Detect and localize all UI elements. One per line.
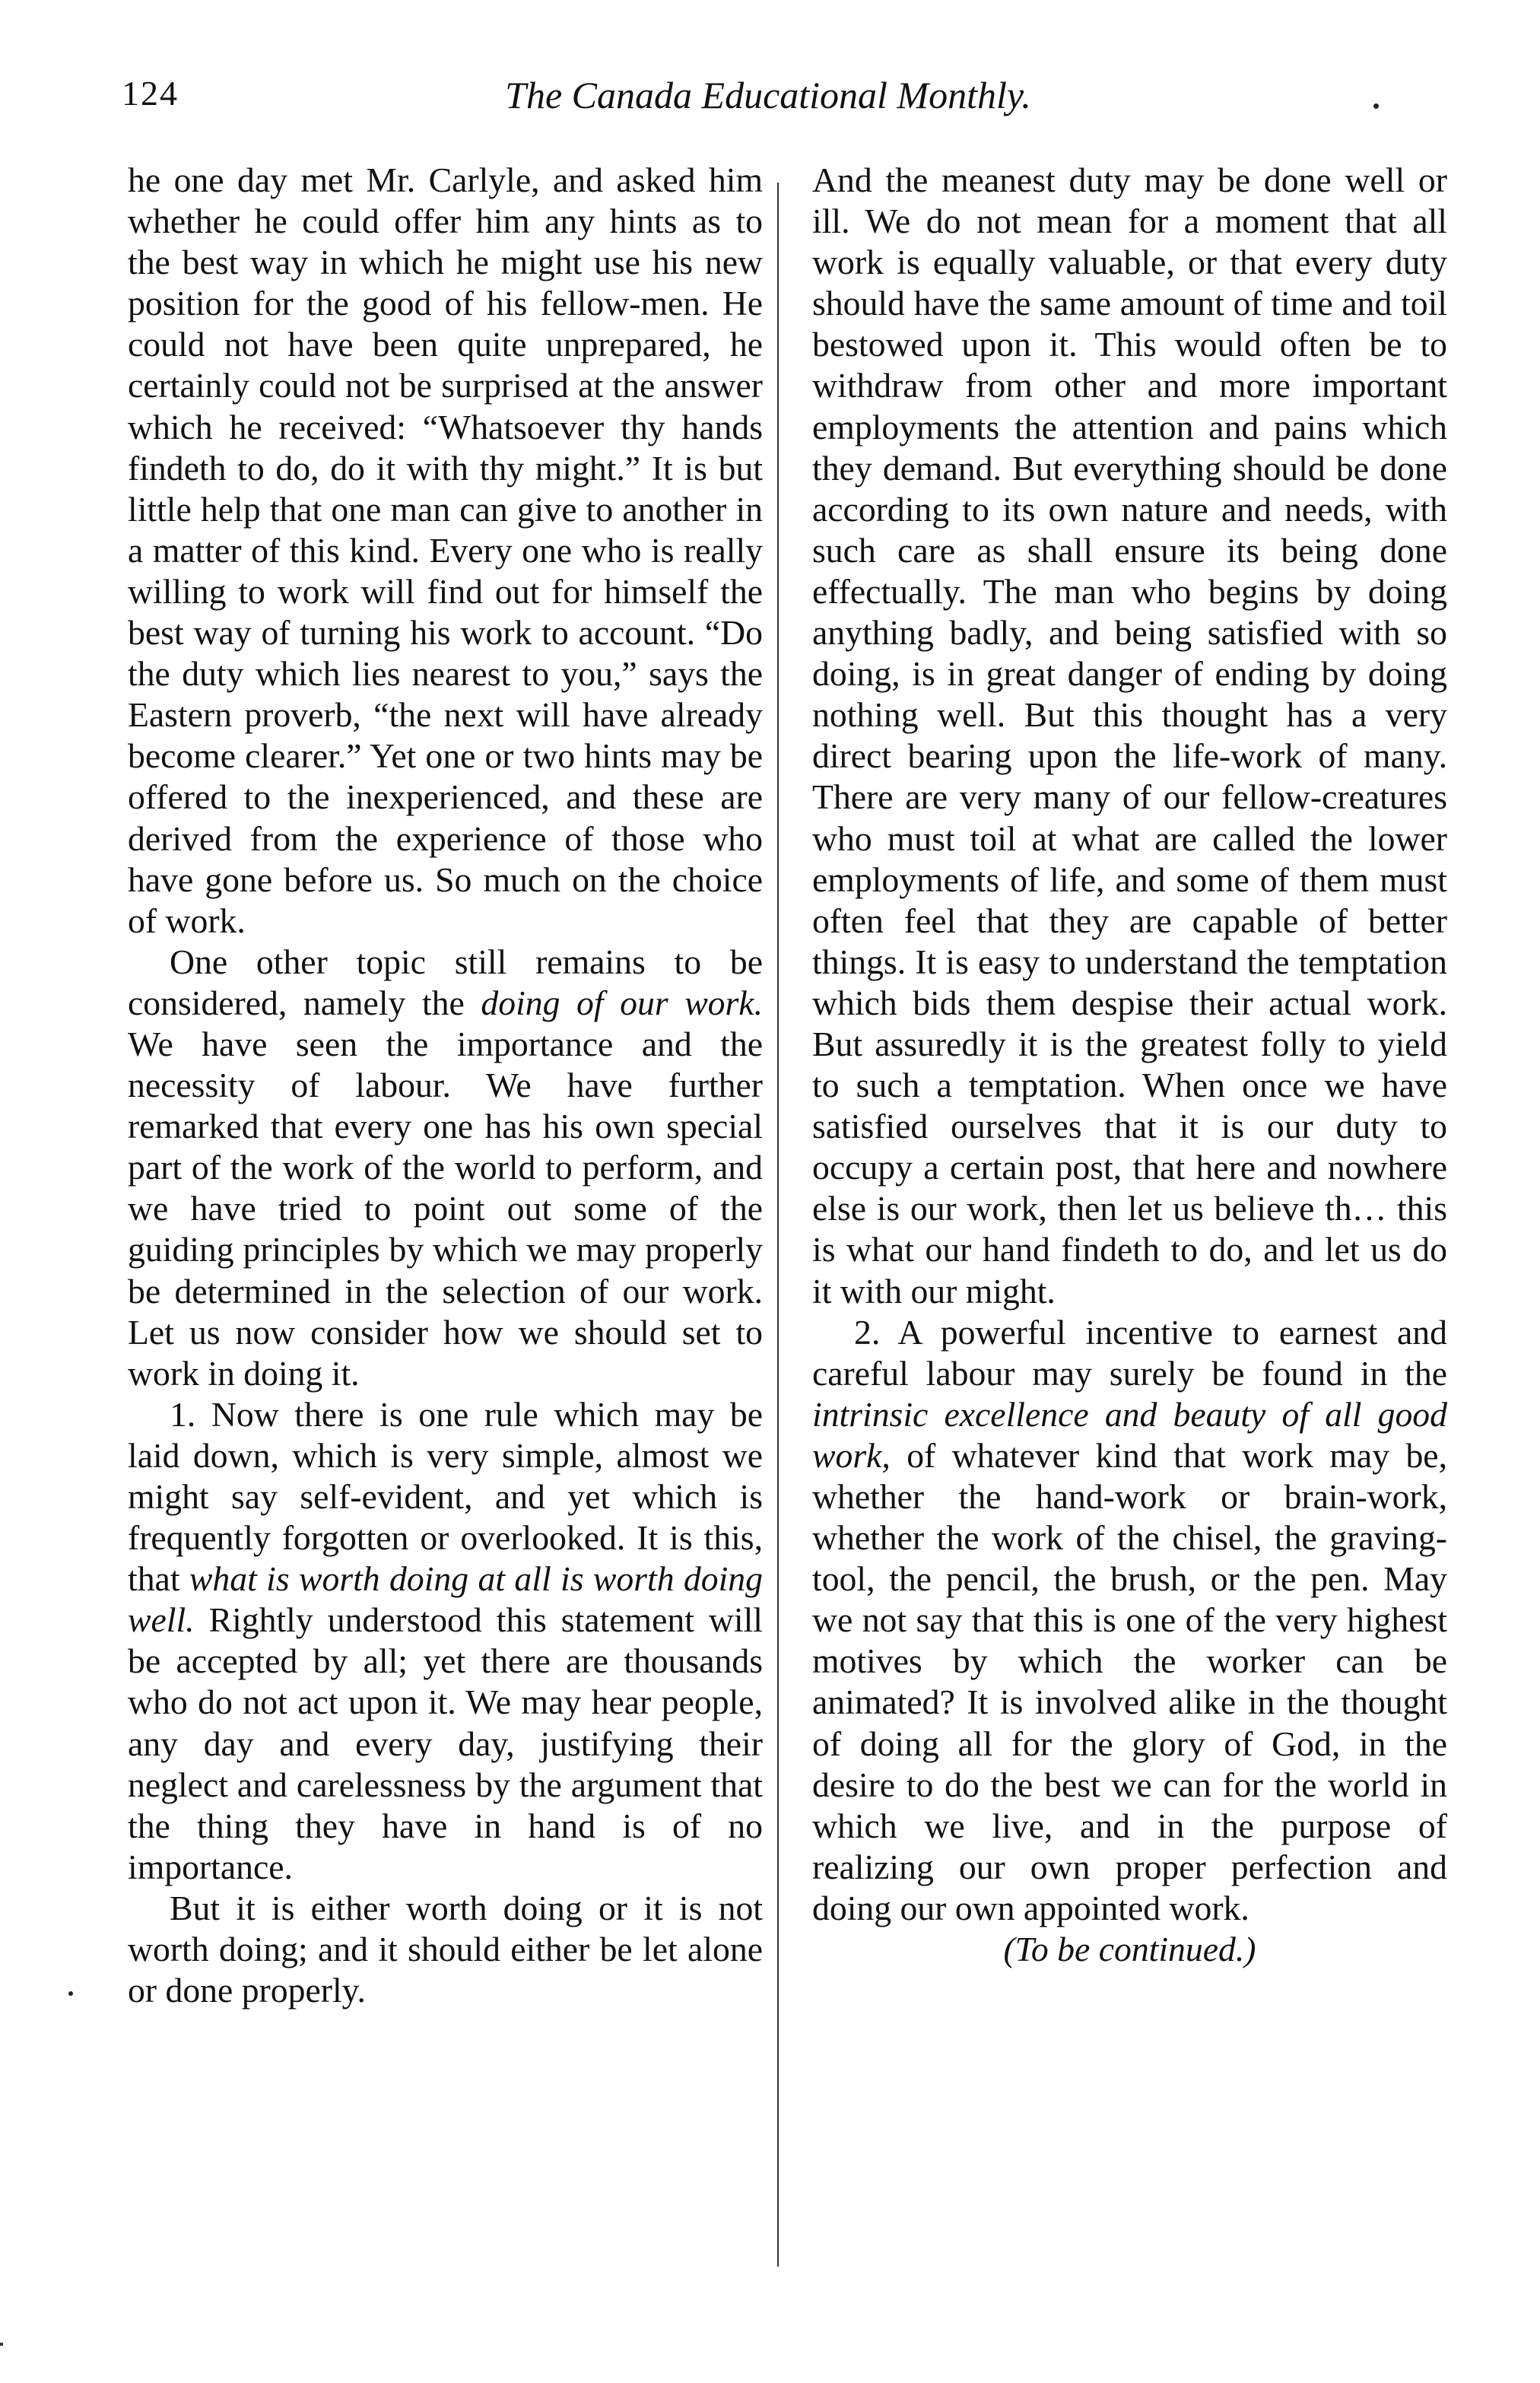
running-header bbox=[122, 73, 1415, 141]
emphasis-text: what is worth doing at all is worth doing well. bbox=[128, 1559, 763, 1640]
paragraph bbox=[128, 942, 763, 1394]
right-column bbox=[812, 160, 1447, 2320]
paragraph-text: We have seen the importance and the necessity of labour. We have further remarked that every one has his own special part of the work of the world to perform, and we have tried to point out some of the guiding principles by which we may properly be determined in the selection of our work. Let us now consider how we should set to work in doing it. bbox=[128, 1024, 763, 1393]
stray-dot bbox=[68, 1991, 73, 1996]
paragraph-text: of whatever kind that work may be, whether the hand-work or brain-work, whether the work of the chisel, the graving-tool, the pencil, the brush, or the pen. May we not say that this is one of the very highest motives by which the worker can be animated? It is involved alike in the thought of doing all for the glory of God, in the desire to do the best we can for the world in which we live, and in the purpose of realizing our own proper perfection and doing our own appointed work. bbox=[812, 1435, 1447, 1927]
paragraph: he one day met Mr. Carlyle, and asked him whether he could offer him any hints as to the best way in which he might use his new position for the good of his fellow-men. He could not have been quite unprepared, he certainly could not be surprised at the answer which he received: “Whatsoever thy hands findeth to do, do it with thy might.” It is but little help that one man can give to another in a matter of this kind. Every one who is really willing to work will find out for himself the best way of turning his work to account. “Do the duty which lies nearest to you,” says the Eastern proverb, “the next will have already become clearer.” Yet one or two hints may be offered to the inexperienced, and these are derived from the experience of those who have gone before us. So much on the choice of work. bbox=[128, 160, 763, 940]
page-number: 124 bbox=[122, 74, 179, 113]
paragraph bbox=[812, 1312, 1447, 1929]
paragraph: But it is either worth doing or it is not worth doing; and it should either be let alone or done properly. bbox=[128, 1888, 763, 2010]
left-column bbox=[128, 160, 763, 2320]
running-title: The Canada Educational Monthly. bbox=[505, 74, 1031, 116]
paragraph-text: Rightly understood this statement will be accepted by all; yet there are thousands who do not act upon it. We may hear people, any day and every day, justifying their neglect and carelessness by the argument that the thing they have in hand is of no importance. bbox=[128, 1600, 763, 1886]
column-divider bbox=[777, 183, 779, 2267]
emphasis-text: intrinsic excellence and beauty of all good work, bbox=[812, 1394, 1447, 1475]
paragraph-text: One other topic still remains to be considered, namely the bbox=[128, 942, 763, 1022]
paragraph bbox=[128, 1394, 763, 1888]
paragraph-text: 2. A powerful incentive to earnest and careful labour may surely be found in the bbox=[812, 1312, 1447, 1393]
stray-dot bbox=[1373, 103, 1379, 109]
paragraph-text: 1. Now there is one rule which may be laid down, which is very simple, almost we might say self-evident, and yet which is frequently forgotten or overlooked. It is this, that bbox=[128, 1394, 763, 1599]
paragraph: And the meanest duty may be done well or ill. We do not mean for a moment that all work is equally valuable, or that every duty should have the same amount of time and toil bestowed upon it. This would often be to withdraw from other and more important employments the attention and pains which they demand. But everything should be done according to its own nature and needs, with such care as shall ensure its being done effectually. The man who begins by doing anything badly, and being satisfied with so doing, is in great danger of ending by doing nothing well. But this thought has a very direct bearing upon the life-work of many. There are very many of our fellow-creatures who must toil at what are called the lower employments of life, and some of them must often feel that they are capable of better things. It is easy to understand the temptation which bids them despise their actual work. But assuredly it is the greatest folly to yield to such a temptation. When once we have satisfied ourselves that it is our duty to occupy a certain post, that here and nowhere else is our work, then let us believe th… this is what our hand findeth to do, and let us do it with our might. bbox=[812, 160, 1447, 1311]
continued-note: (To be continued.) bbox=[1003, 1930, 1256, 1969]
margin-mark bbox=[0, 2343, 3, 2346]
emphasis-text: doing of our work. bbox=[481, 983, 763, 1022]
